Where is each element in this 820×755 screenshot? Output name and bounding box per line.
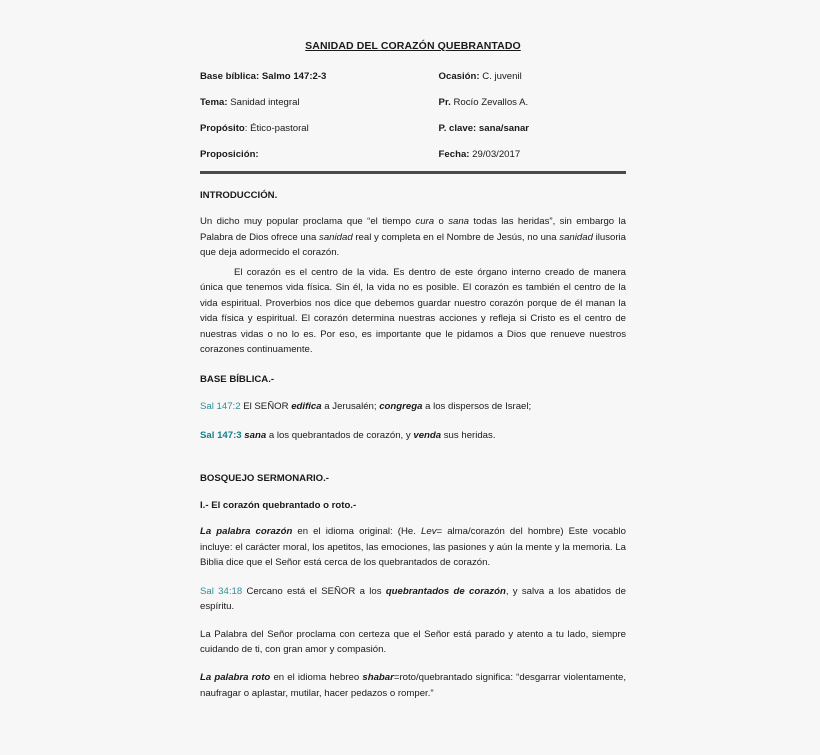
meta-label: Pr. (438, 96, 451, 108)
outline-point-1-paragraph-1 (200, 524, 626, 571)
text-run-bold-italic: congrega (379, 401, 423, 413)
meta-cell-tema (200, 97, 439, 123)
text-run-italic: sanidad (319, 231, 353, 243)
meta-cell-predicador (439, 97, 626, 123)
text-run-bold-italic: quebrantados de corazón (385, 585, 506, 597)
meta-value: C. juvenil (482, 70, 522, 82)
text-run: Cercano está el SEÑOR a los (242, 585, 386, 597)
text-run-italic: Lev (421, 526, 437, 538)
text-run-bold-italic: shabar (362, 671, 394, 683)
meta-label: Proposición: (200, 148, 259, 160)
outline-point-1-heading: I.- El corazón quebrantado o roto.- (200, 499, 357, 511)
text-run-italic: sanidad (559, 231, 593, 243)
table-row (200, 71, 626, 97)
section-heading-base-biblica: BASE BÍBLICA.- (200, 373, 275, 385)
text-run: real y completa en el Nombre de Jesús, no una (352, 231, 560, 243)
text-run-italic: cura (415, 216, 435, 227)
meta-cell-palabra-clave (439, 123, 626, 149)
table-row (200, 97, 626, 123)
meta-value: Sanidad integral (230, 96, 300, 108)
section-heading-introduccion: INTRODUCCIÓN. (200, 189, 278, 201)
verse-reference: Sal 147:2 (200, 401, 241, 413)
text-run: en el idioma hebreo (270, 671, 363, 683)
text-run: , y salva a los abatidos de espíritu. (200, 585, 626, 613)
outline-point-1-paragraph-3 (200, 670, 626, 701)
text-run: sus heridas. (441, 429, 496, 441)
text-run-bold-italic: La palabra roto (200, 671, 271, 683)
verse-reference: Sal 34:18 (200, 585, 243, 597)
text-run-bold-italic: edifica (291, 401, 322, 413)
meta-label: Base bíblica: (200, 70, 260, 82)
text-run: a los dispersos de Israel; (422, 401, 532, 413)
meta-cell-ocasion (439, 71, 626, 97)
document-content (200, 0, 626, 701)
meta-label: P. clave: sana/sanar (438, 122, 530, 134)
meta-value: 29/03/2017 (472, 148, 521, 160)
text-run: Un dicho muy popular proclama que “el tiempo (200, 216, 416, 227)
table-row (200, 123, 626, 149)
verse-reference: Sal 147:3 (200, 429, 242, 441)
section-spacer (200, 443, 626, 457)
text-run-bold-italic: La palabra corazón (200, 526, 293, 538)
outline-point-1-paragraph-2: La Palabra del Señor proclama con certeza que el Señor está parado y atento a tu lado, siempre cuidando de ti, con gran amor y compasión. (200, 628, 626, 656)
header-divider (200, 171, 626, 174)
introduction-paragraph-2: El corazón es el centro de la vida. Es dentro de este órgano interno creado de manera única que tenemos vida física. Sin él, la vida no es posible. El corazón es también el centro de la vida espiritual. Proverbios nos dice que debemos guardar nuestro corazón porque de él manan la vida física y espiritual. El corazón determina nuestras acciones y refleja si Cristo es el centro de nuestras vidas o no lo es. Por eso, es importante que le pidamos a Dios que renueve nuestros corazones continuamente. (200, 266, 626, 356)
meta-value: Salmo 147:2-3 (261, 70, 327, 82)
text-run: a Jerusalén; (321, 401, 380, 413)
verse-sal-34-18 (200, 584, 626, 615)
meta-value: : Ético-pastoral (244, 122, 309, 134)
meta-label: Tema: (200, 96, 228, 108)
section-heading-bosquejo: BOSQUEJO SERMONARIO.- (200, 473, 329, 485)
verse-sal-147-2 (200, 399, 626, 415)
text-run: a los quebrantados de corazón, y (266, 429, 414, 441)
text-run-bold-italic: venda (413, 429, 442, 441)
meta-cell-proposito (200, 123, 439, 149)
text-run-italic: sana (448, 216, 469, 227)
introduction-paragraph-1 (200, 214, 626, 261)
meta-label: Fecha: (438, 148, 470, 160)
text-run: = alma/corazón del hombre) Este vocablo incluye: el carácter moral, los apetitos, las emociones, las pasiones y aún la mente y la memoria. La Biblia dice que el Señor está cerca de los quebrantados de corazón. (200, 526, 627, 569)
meta-label: Ocasión: (438, 70, 480, 82)
text-run-bold-italic: sana (244, 429, 267, 441)
meta-value: Rocío Zevallos A. (453, 96, 529, 108)
meta-cell-base-biblica (200, 71, 439, 97)
text-run: o (434, 216, 449, 227)
text-run: ilusoria que deja adormecido el corazón. (200, 231, 626, 259)
text-run: =roto/quebrantado significa: “desgarrar violentamente, naufragar o aplastar, mutilar, hacer pedazos o romper.” (200, 671, 626, 699)
meta-label: Propósito (200, 122, 245, 134)
text-run: todas las heridas”, sin embargo la Palabra de Dios ofrece una (200, 216, 627, 243)
sermon-meta-table (200, 71, 626, 175)
verse-sal-147-3 (200, 428, 626, 444)
page-title: SANIDAD DEL CORAZÓN QUEBRANTADO (305, 40, 521, 52)
text-run: en el idioma original: (He. (292, 526, 422, 538)
text-run: El SEÑOR (240, 401, 292, 413)
